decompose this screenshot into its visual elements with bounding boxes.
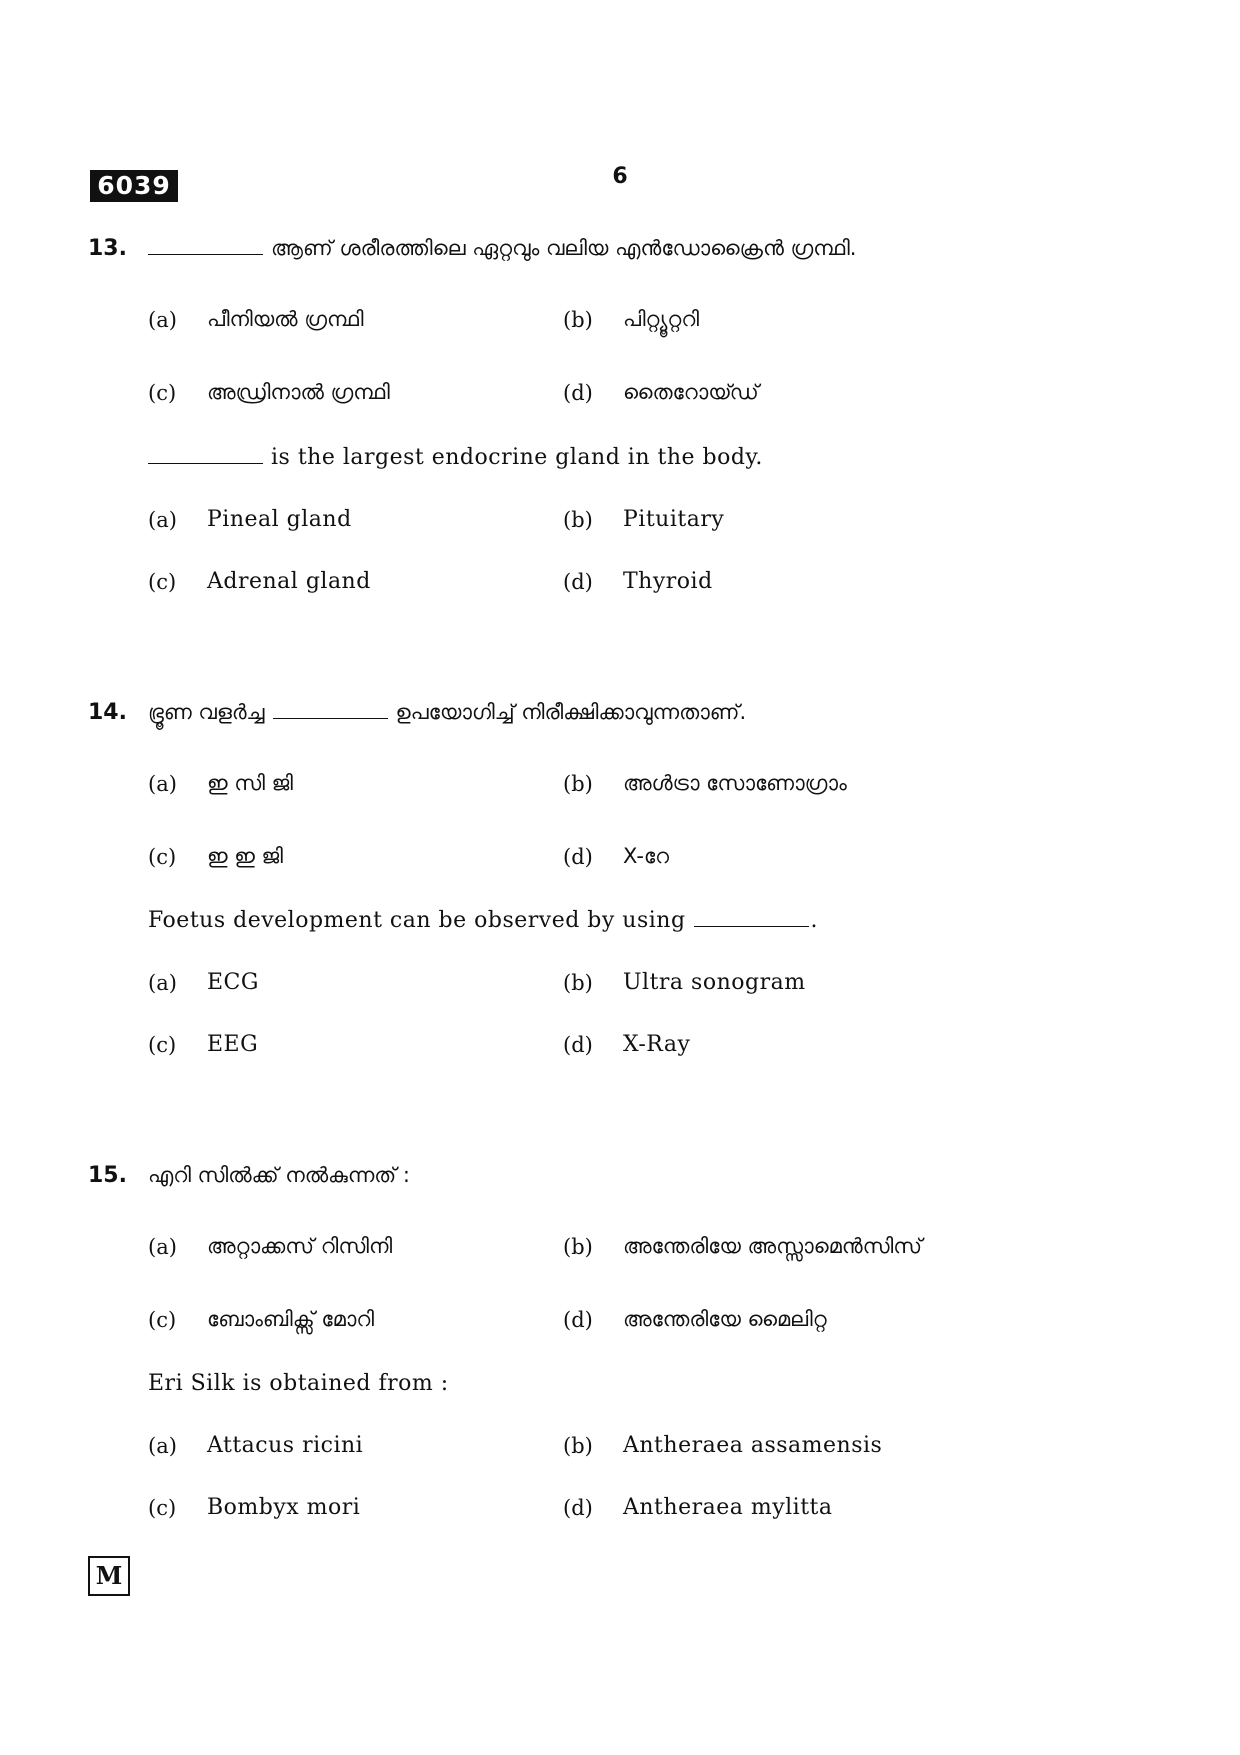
option-text: Adrenal gland xyxy=(207,569,371,594)
question-stem-malayalam xyxy=(148,236,856,261)
option-text: Attacus ricini xyxy=(207,1433,364,1458)
option-text: ECG xyxy=(207,970,259,995)
option-text: EEG xyxy=(207,1032,259,1057)
option-text: അറ്റാക്കസ് റിസിനി xyxy=(207,1234,393,1258)
option-label: (a) xyxy=(148,308,177,332)
option-label: (c) xyxy=(148,570,177,594)
option-text: Thyroid xyxy=(623,569,713,594)
option-text: ഇ സി ജി xyxy=(207,771,293,795)
stem-text: ഉപയോഗിച്ച് നിരീക്ഷിക്കാവുന്നതാണ്. xyxy=(395,700,747,724)
option-label: (b) xyxy=(563,308,593,332)
option-text: അൾട്രാ സോണോഗ്രാം xyxy=(623,771,847,795)
question-stem-english xyxy=(148,445,763,470)
page-number: 6 xyxy=(612,164,628,189)
option-label: (a) xyxy=(148,1235,177,1259)
footer-mark-box: M xyxy=(88,1556,130,1596)
question-stem-malayalam: എറി സിൽക്ക് നൽകുന്നത് : xyxy=(148,1163,410,1187)
question-number: 13. xyxy=(88,236,127,261)
option-label: (b) xyxy=(563,1235,593,1259)
option-label: (c) xyxy=(148,1496,177,1520)
stem-text: Foetus development can be observed by using xyxy=(148,908,686,933)
stem-text: is the largest endocrine gland in the body. xyxy=(271,445,763,470)
option-text: ഇ ഇ ജി xyxy=(207,844,283,868)
option-text: Antheraea mylitta xyxy=(623,1495,833,1520)
option-text: Antheraea assamensis xyxy=(623,1433,883,1458)
option-label: (d) xyxy=(563,1308,593,1332)
option-text: തൈറോയ്ഡ് xyxy=(623,380,759,404)
option-text: Pineal gland xyxy=(207,507,352,532)
option-label: (d) xyxy=(563,381,593,405)
option-label: (d) xyxy=(563,1033,593,1057)
answer-blank xyxy=(148,462,263,464)
option-label: (a) xyxy=(148,772,177,796)
answer-blank xyxy=(273,717,388,719)
question-stem-malayalam xyxy=(148,700,746,725)
option-text: ബോംബിക്സ് മോറി xyxy=(207,1307,375,1331)
question-stem-english xyxy=(148,908,818,933)
answer-blank xyxy=(148,253,263,255)
answer-blank xyxy=(694,925,809,927)
option-label: (b) xyxy=(563,1434,593,1458)
question-number: 14. xyxy=(88,700,127,725)
option-label: (d) xyxy=(563,570,593,594)
stem-text: . xyxy=(810,908,819,933)
option-label: (a) xyxy=(148,508,177,532)
option-text: X-Ray xyxy=(623,1032,691,1057)
option-label: (a) xyxy=(148,971,177,995)
option-text: അഡ്രിനാൽ ഗ്രന്ഥി xyxy=(207,380,390,404)
option-label: (c) xyxy=(148,381,177,405)
option-label: (d) xyxy=(563,845,593,869)
paper-code-badge: 6039 xyxy=(90,170,178,202)
option-label: (b) xyxy=(563,971,593,995)
option-text: പീനിയൽ ഗ്രന്ഥി xyxy=(207,307,364,331)
question-number: 15. xyxy=(88,1163,127,1188)
option-text: അന്തേരിയേ മൈലിറ്റ xyxy=(623,1307,827,1331)
option-label: (c) xyxy=(148,1033,177,1057)
option-text: Pituitary xyxy=(623,507,725,532)
stem-text: ആണ് ശരീരത്തിലെ ഏറ്റവും വലിയ എൻഡോക്രൈൻ ഗ്രന്ഥി. xyxy=(271,236,857,260)
question-stem-english: Eri Silk is obtained from : xyxy=(148,1371,449,1396)
option-label: (a) xyxy=(148,1434,177,1458)
option-label: (b) xyxy=(563,508,593,532)
option-label: (c) xyxy=(148,1308,177,1332)
option-text: Bombyx mori xyxy=(207,1495,361,1520)
option-label: (b) xyxy=(563,772,593,796)
option-text: Ultra sonogram xyxy=(623,970,806,995)
stem-text: ഭ്രൂണ വളർച്ച xyxy=(148,700,265,724)
option-label: (c) xyxy=(148,845,177,869)
option-label: (d) xyxy=(563,1496,593,1520)
option-text: X-റേ xyxy=(623,844,670,868)
option-text: അന്തേരിയേ അസ്സാമെൻസിസ് xyxy=(623,1234,923,1258)
option-text: പിറ്റ്യൂറ്ററി xyxy=(623,307,699,331)
